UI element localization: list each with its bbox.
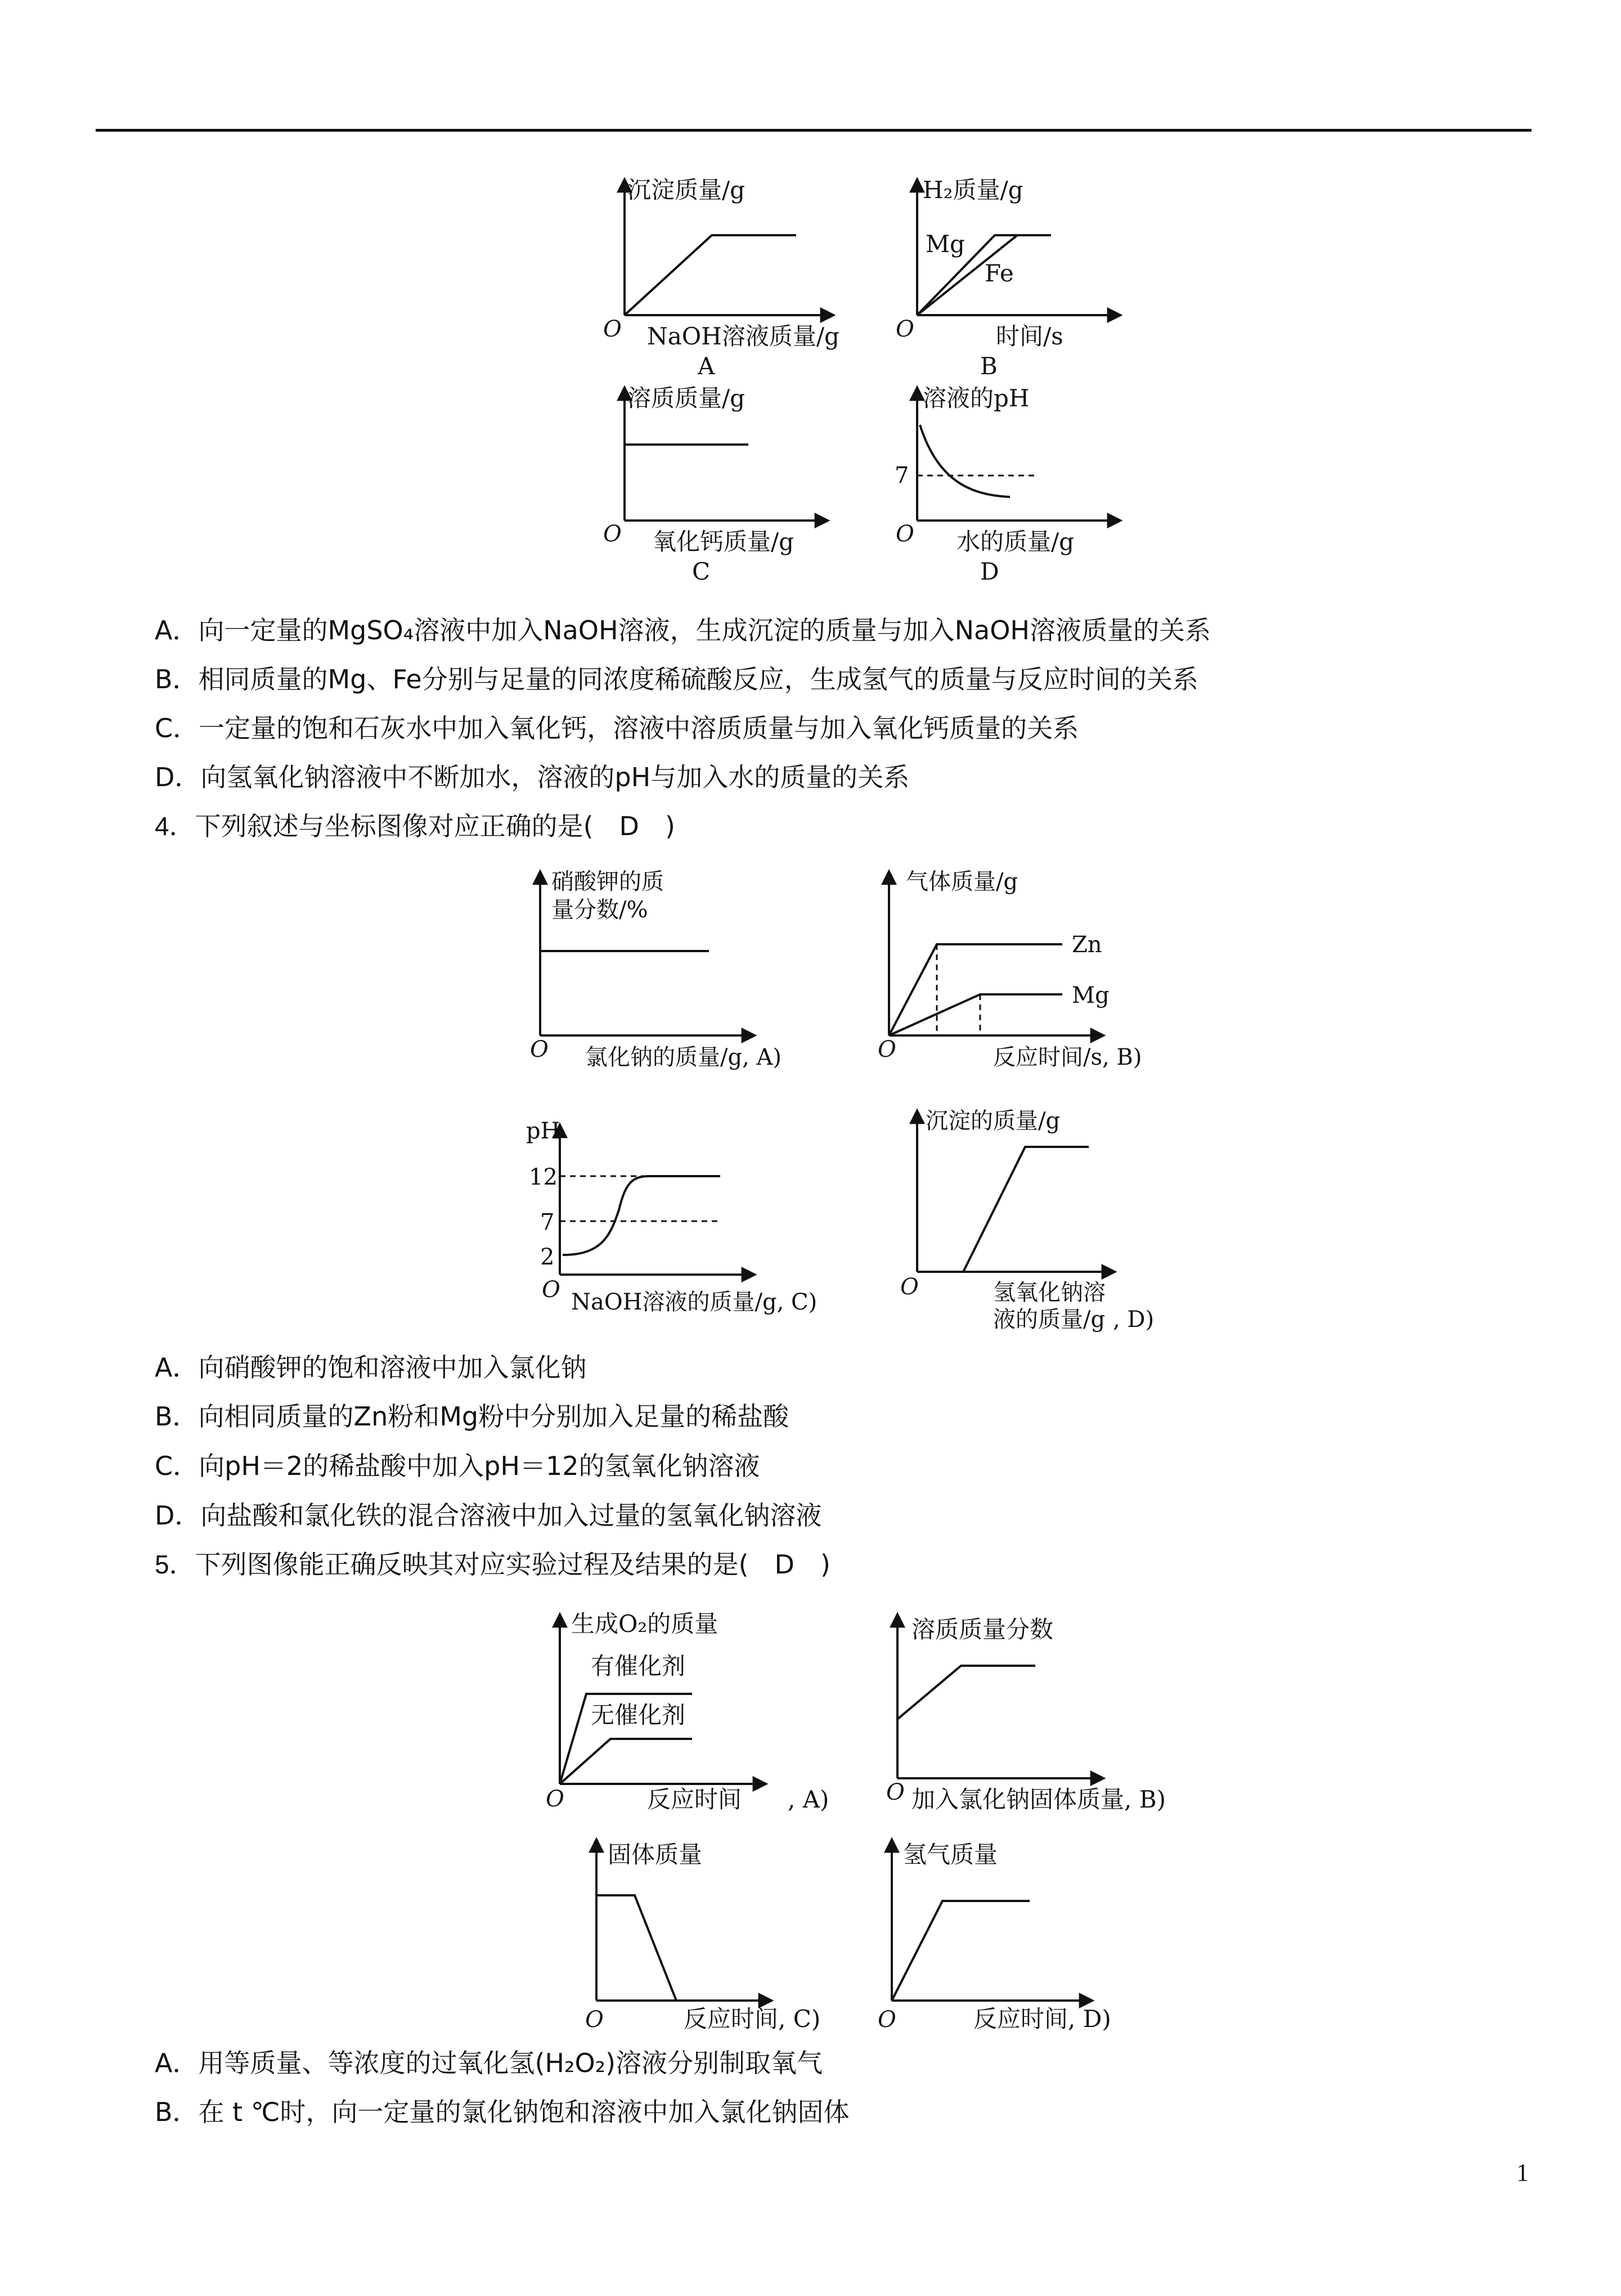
q5c-xlabel: 反应时间, C) [684,2005,821,2033]
q3c-caption: C [692,558,711,585]
q4c-curve [563,1176,720,1255]
q3b-origin: O [896,316,914,342]
q3a-xlabel: NaOH溶液质量/g [647,322,839,350]
page-number: 1 [1516,2159,1529,2186]
q5a-ylabel: 生成O₂的质量 [571,1610,719,1638]
q4c-tick-7: 7 [540,1209,555,1235]
q4-stem-text: 下列叙述与坐标图像对应正确的是( D ) [195,811,675,841]
q5-number: 5． [155,1550,195,1579]
q3-graph-c [591,377,861,602]
q5-stem-text: 下列图像能正确反映其对应实验过程及结果的是( D ) [195,1549,830,1580]
q4-option-a: A．向硝酸钾的饱和溶液中加入氯化钠 [155,1352,587,1383]
q4-option-b: B．向相同质量的Zn粉和Mg粉中分别加入足量的稀盐酸 [155,1401,789,1432]
q3-option-a: A．向一定量的MgSO₄溶液中加入NaOH溶液，生成沉淀的质量与加入NaOH溶液质量的关系 [155,615,1211,645]
q3d-curve [920,425,1010,497]
q4-option-d: D．向盐酸和氯化铁的混合溶液中加入过量的氢氧化钠溶液 [155,1500,822,1531]
q4d-ylabel: 沉淀的质量/g [926,1108,1061,1134]
q3b-caption: B [980,352,998,380]
q4-graph-a [506,861,821,1097]
q5d-xlabel: 反应时间, D) [973,2005,1111,2033]
q5d-curve [892,1901,1030,2001]
q5c-curve [596,1895,676,2001]
q3-option-c: C．一定量的饱和石灰水中加入氧化钙，溶液中溶质质量与加入氧化钙质量的关系 [155,713,1079,743]
q4a-xlabel: 氯化钠的质量/g, A) [585,1044,782,1070]
q5a-caption: , A) [788,1786,829,1813]
q5-graph-c [568,1829,883,2054]
q5b-origin: O [886,1779,905,1805]
q5-graph-a [529,1604,844,1829]
q4b-origin: O [878,1037,896,1062]
q4b-ylabel: 气体质量/g [906,869,1018,895]
q5-graph-b [866,1604,1182,1829]
q5b-curve [897,1666,1035,1719]
q4a-ylabel-1: 硝酸钾的质 [551,869,664,895]
q3-option-d: D．向氢氧化钠溶液中不断加水，溶液的pH与加入水的质量的关系 [155,762,910,792]
q3d-tick-7: 7 [895,463,909,488]
q4d-caption: , D) [1113,1307,1155,1333]
q3d-xlabel: 水的质量/g [957,528,1075,555]
q5c-origin: O [585,2007,604,2033]
q4d-xlabel-1: 氢氧化钠溶 [993,1280,1106,1306]
q3-graph-d [883,377,1153,602]
q4b-curve-mg [889,994,1062,1035]
q5-stem [155,1548,830,1581]
q4-graph-d [878,1103,1193,1339]
q5a-series-2: 无催化剂 [591,1701,686,1729]
q5a-series-1: 有催化剂 [591,1652,686,1680]
q4d-curve [917,1147,1089,1272]
q3-option-b: B．相同质量的Mg、Fe分别与足量的同浓度稀硫酸反应，生成氢气的质量与反应时间的关系 [155,664,1198,694]
q4c-tick-2: 2 [540,1244,555,1270]
q3-graph-b [883,169,1153,394]
q4c-origin: O [542,1277,560,1303]
q5a-origin: O [546,1786,564,1812]
q3b-xlabel: 时间/s [996,322,1063,350]
q3c-xlabel: 氧化钙质量/g [653,528,794,555]
q3c-ylabel: 溶质质量/g [627,384,746,412]
q5-graph-d [861,1829,1176,2054]
q4-graph-b [855,861,1170,1097]
header-rule [96,129,1532,132]
q5-option-a: A．用等质量、等浓度的过氧化氢(H₂O₂)溶液分别制取氧气 [155,2048,823,2078]
q4-stem [155,809,675,843]
q3b-series-fe: Fe [985,259,1014,287]
q4c-ylabel: pH [526,1118,560,1144]
q3a-ylabel: 沉淀质量/g [627,176,746,204]
q3b-ylabel: H₂质量/g [923,176,1023,204]
q5d-origin: O [878,2007,896,2033]
q4b-series-zn: Zn [1072,932,1102,958]
q3b-series-mg: Mg [926,230,965,258]
q4a-ylabel-2: 量分数/% [551,897,648,923]
q3-graph-a [591,169,861,394]
q5-option-b: B．在 t ℃时，向一定量的氯化钠饱和溶液中加入氯化钠固体 [155,2097,850,2127]
q3a-curve [625,235,796,315]
q4c-xlabel: NaOH溶液的质量/g, C) [571,1289,818,1315]
q4a-origin: O [530,1037,549,1062]
q5c-ylabel: 固体质量 [608,1841,703,1868]
q4-option-c: C．向pH＝2的稀盐酸中加入pH＝12的氢氧化钠溶液 [155,1451,760,1481]
q3d-caption: D [980,558,999,585]
q4d-origin: O [900,1274,919,1300]
q3a-origin: O [603,316,622,342]
q4d-xlabel-2: 液的质量/g [993,1307,1106,1333]
q4-graph-c [506,1117,821,1353]
q5a-xlabel: 反应时间 [647,1786,742,1813]
q3a-caption: A [698,352,715,380]
q4b-curve-zn [889,944,1062,1035]
q5a-curve-nocatalyst [560,1739,692,1784]
q3c-origin: O [603,521,622,547]
q4b-xlabel: 反应时间/s, B) [993,1044,1142,1070]
q5d-ylabel: 氢气质量 [903,1841,998,1868]
q5b-ylabel: 溶质质量分数 [911,1616,1054,1643]
q3d-ylabel: 溶液的pH [923,384,1030,412]
q3d-origin: O [896,521,914,547]
q5b-xlabel: 加入氯化钠固体质量, B) [911,1786,1166,1813]
q4-number: 4． [155,811,195,841]
q4c-tick-12: 12 [529,1164,558,1190]
q4b-series-mg: Mg [1072,983,1110,1008]
